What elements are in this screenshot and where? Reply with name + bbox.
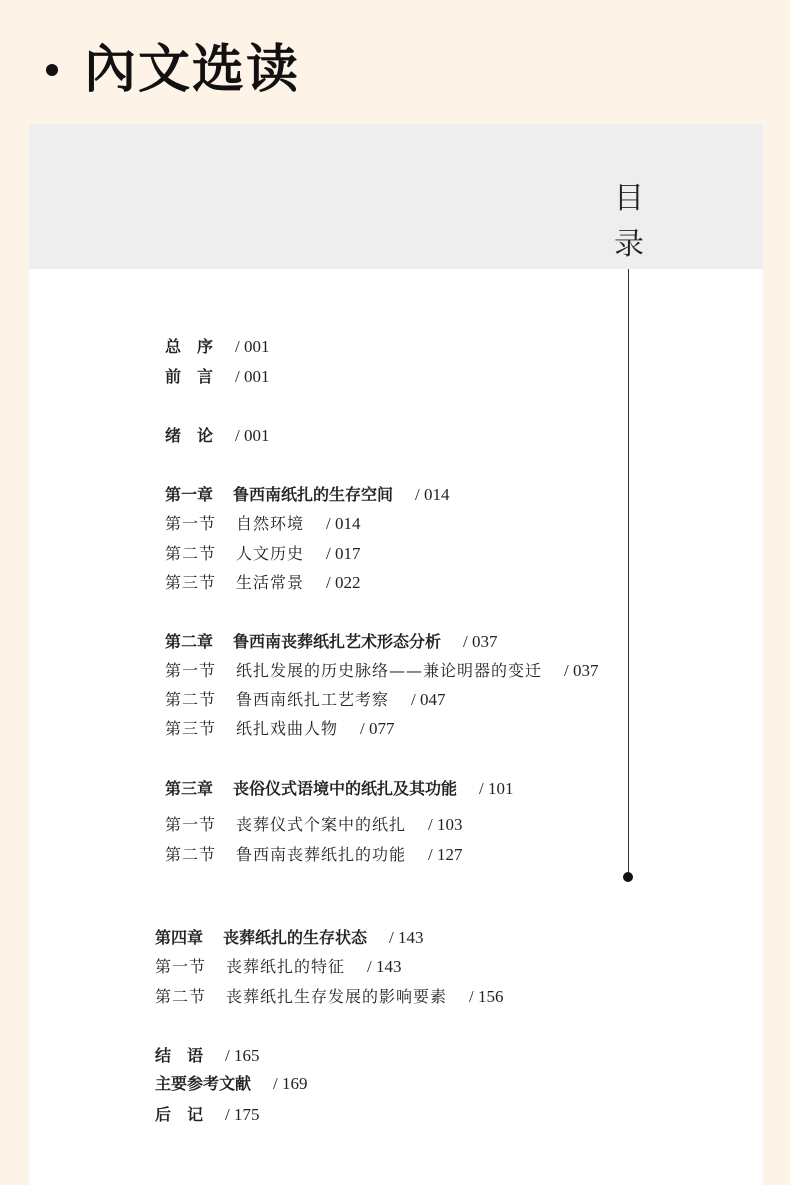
toc-entry-page: / 014: [326, 514, 361, 533]
toc-header-band: [29, 124, 763, 269]
toc-entry-title: 纸扎戏曲人物: [236, 719, 339, 738]
section-header: [46, 40, 300, 100]
toc-entry-label: 主要参考文献: [155, 1074, 252, 1093]
toc-entry-label: 第一章: [165, 485, 214, 504]
toc-entry-page: / 001: [235, 426, 270, 445]
timeline-dot: [623, 872, 633, 882]
toc-entry-section[interactable]: [165, 690, 446, 710]
toc-entry-label: 绪 论: [165, 426, 214, 445]
toc-entry-label: 后 记: [155, 1105, 204, 1124]
toc-entry-label: 总 序: [165, 337, 214, 356]
toc-entry-title: 丧葬纸扎的生存状态: [223, 928, 368, 947]
toc-entry-section[interactable]: [165, 815, 463, 835]
toc-entry-label: 结 语: [155, 1046, 204, 1065]
toc-entry-section[interactable]: [165, 719, 395, 739]
toc-entry-page: / 103: [428, 815, 463, 834]
toc-entry-title: 丧葬仪式个案中的纸扎: [236, 815, 407, 834]
toc-entry-title: 丧葬纸扎的特征: [226, 957, 346, 976]
section-title: 內文选读: [84, 39, 301, 100]
toc-heading-char: 录: [614, 227, 644, 262]
toc-entry-page: / 037: [463, 632, 498, 651]
toc-entry-page: / 001: [235, 367, 270, 386]
toc-entry-introduction[interactable]: [165, 426, 270, 446]
toc-entry-page: / 156: [469, 987, 504, 1006]
toc-entry-label: 第三章: [165, 779, 214, 798]
toc-entry-label: 前 言: [165, 367, 214, 386]
toc-entry-section[interactable]: [165, 573, 361, 593]
toc-entry-page: / 143: [389, 928, 424, 947]
toc-entry-page: / 014: [415, 485, 450, 504]
toc-entry-page: / 017: [326, 544, 361, 563]
timeline-line: [628, 269, 629, 877]
toc-entry-page: / 127: [428, 845, 463, 864]
toc-entry-title: 丧葬纸扎生存发展的影响要素: [226, 987, 448, 1006]
toc-entry-section[interactable]: [165, 544, 361, 564]
toc-entry-label: 第二章: [165, 632, 214, 651]
toc-entry-afterword[interactable]: [155, 1105, 260, 1125]
toc-entry-label: 第四章: [155, 928, 204, 947]
toc-entry-title: 生活常景: [236, 573, 305, 592]
toc-entry-chapter-2[interactable]: [165, 632, 498, 652]
toc-entry-label: 第一节: [165, 514, 217, 533]
toc-entry-page: / 001: [235, 337, 270, 356]
toc-entry-foreword[interactable]: [165, 367, 270, 387]
toc-entry-label: 第一节: [165, 815, 217, 834]
toc-heading-char: 目: [614, 181, 644, 216]
toc-entry-chapter-4[interactable]: [155, 928, 424, 948]
toc-entry-title: 鲁西南丧葬纸扎艺术形态分析: [233, 632, 442, 651]
bullet-dot: [46, 64, 58, 76]
toc-entry-section[interactable]: [155, 957, 402, 977]
toc-entry-title: 丧俗仪式语境中的纸扎及其功能: [233, 779, 458, 798]
toc-entry-title: 鲁西南丧葬纸扎的功能: [236, 845, 407, 864]
toc-entry-label: 第三节: [165, 719, 217, 738]
toc-heading: [612, 176, 646, 268]
toc-entry-chapter-1[interactable]: [165, 485, 450, 505]
toc-entry-page: / 077: [360, 719, 395, 738]
toc-entry-section[interactable]: [165, 514, 361, 534]
toc-entry-title: 自然环境: [236, 514, 305, 533]
toc-card: [29, 124, 763, 1185]
toc-entry-page: / 022: [326, 573, 361, 592]
toc-entry-label: 第二节: [165, 845, 217, 864]
toc-entry-page: / 175: [225, 1105, 260, 1124]
toc-entry-label: 第三节: [165, 573, 217, 592]
toc-entry-page: / 101: [479, 779, 514, 798]
toc-entry-section[interactable]: [155, 987, 504, 1007]
toc-entry-section[interactable]: [165, 845, 463, 865]
toc-entry-page: / 169: [273, 1074, 308, 1093]
toc-entry-chapter-3[interactable]: [165, 779, 514, 799]
toc-entry-references[interactable]: [155, 1074, 308, 1094]
toc-entry-title: 鲁西南纸扎的生存空间: [233, 485, 394, 504]
toc-entry-label: 第一节: [155, 957, 207, 976]
toc-entry-label: 第二节: [165, 544, 217, 563]
toc-entry-title: 鲁西南纸扎工艺考察: [236, 690, 390, 709]
toc-entry-section[interactable]: [165, 661, 599, 681]
toc-entry-preface-general[interactable]: [165, 337, 270, 357]
toc-entry-page: / 047: [411, 690, 446, 709]
toc-entry-title: 人文历史: [236, 544, 305, 563]
toc-entry-label: 第一节: [165, 661, 217, 680]
toc-entry-label: 第二节: [155, 987, 207, 1006]
toc-entry-title: 纸扎发展的历史脉络——兼论明器的变迁: [236, 661, 543, 680]
toc-entry-label: 第二节: [165, 690, 217, 709]
toc-entry-page: / 037: [564, 661, 599, 680]
toc-entry-page: / 165: [225, 1046, 260, 1065]
toc-entry-page: / 143: [367, 957, 402, 976]
toc-entry-conclusion[interactable]: [155, 1046, 260, 1066]
